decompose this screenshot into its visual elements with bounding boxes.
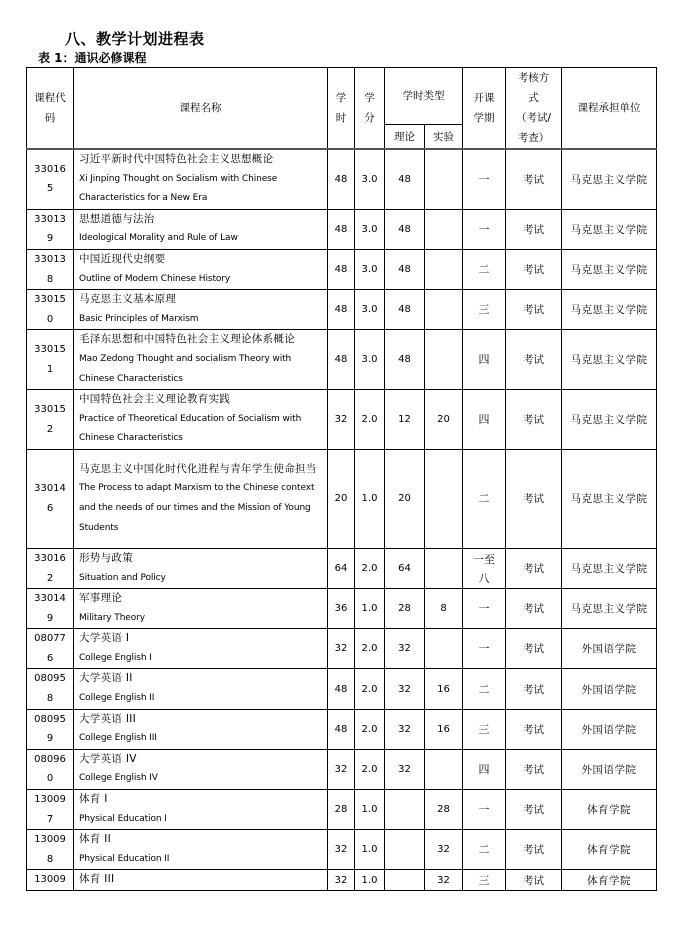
header-term (463, 68, 506, 150)
experiment-hours (425, 449, 463, 548)
course-term (463, 290, 506, 330)
course-code (27, 249, 74, 289)
department: 马克思主义学院 (562, 589, 657, 629)
exam-method: 考试 (506, 629, 562, 669)
header-experiment: 实验 (425, 125, 463, 149)
course-code-part: 8 (46, 273, 54, 285)
course-name (74, 209, 328, 249)
table-row (27, 290, 657, 330)
course-name-en: Military Theory (79, 612, 145, 623)
header-text: （考试/ (515, 112, 552, 124)
course-term (463, 629, 506, 669)
exam-method: 考试 (506, 249, 562, 289)
experiment-hours (425, 749, 463, 789)
course-hours: 48 (328, 669, 355, 709)
course-code-part: 08095 (34, 673, 66, 685)
course-term (463, 390, 506, 450)
course-code-part: 6 (46, 652, 54, 664)
exam-method: 考试 (506, 709, 562, 749)
course-code-part: 33016 (34, 552, 66, 564)
course-code-part: 13009 (34, 834, 66, 846)
course-credits: 1.0 (355, 830, 385, 870)
header-text: 课程代 (34, 92, 66, 104)
course-code-part: 0 (46, 313, 54, 325)
theory-hours: 64 (385, 548, 425, 588)
theory-hours: 20 (385, 449, 425, 548)
table-row (27, 749, 657, 789)
course-credits: 3.0 (355, 149, 385, 209)
course-name-en: College English II (79, 693, 155, 704)
course-hours: 48 (328, 209, 355, 249)
course-code-part: 2 (46, 572, 54, 584)
course-name (74, 629, 328, 669)
table-row (27, 870, 657, 891)
course-name-zh: 毛泽东思想和中国特色社会主义理论体系概论 (79, 333, 295, 346)
course-term (463, 589, 506, 629)
table-row (27, 390, 657, 450)
course-name-zh: 习近平新时代中国特色社会主义思想概论 (79, 153, 274, 165)
course-term (463, 548, 506, 588)
course-code (27, 589, 74, 629)
course-name-en: Chinese Characteristics (79, 433, 183, 444)
course-hours: 32 (328, 870, 355, 891)
header-text: 考核方 (517, 72, 550, 84)
course-code-part: 0 (46, 773, 54, 785)
course-name (74, 870, 328, 891)
course-name-en: Chinese Characteristics (79, 373, 183, 384)
experiment-hours (425, 629, 463, 669)
exam-method: 考试 (506, 449, 562, 548)
course-name (74, 669, 328, 709)
course-term (463, 709, 506, 749)
course-code (27, 548, 74, 588)
course-name-en: Outline of Modern Chinese History (79, 273, 231, 284)
course-code-part: 33015 (34, 344, 66, 356)
course-credits: 3.0 (355, 330, 385, 390)
theory-hours: 32 (385, 709, 425, 749)
course-code-part: 8 (46, 853, 54, 865)
course-name (74, 449, 328, 548)
experiment-hours: 8 (425, 589, 463, 629)
theory-hours (385, 870, 425, 891)
course-name-en: and the needs of our times and the Mission of Young (79, 502, 311, 513)
course-term (463, 830, 506, 870)
theory-hours: 48 (385, 209, 425, 249)
course-code (27, 629, 74, 669)
course-term-part: 一 (478, 602, 490, 616)
course-name (74, 330, 328, 390)
course-hours: 64 (328, 548, 355, 588)
header-department: 课程承担单位 (562, 68, 657, 150)
course-hours: 28 (328, 790, 355, 830)
course-term-part: 二 (478, 843, 490, 857)
course-name-en: Xi Jinping Thought on Socialism with Chinese (79, 173, 278, 184)
course-code (27, 669, 74, 709)
course-hours: 48 (328, 330, 355, 390)
course-term-part: 一至 (473, 552, 495, 566)
department: 马克思主义学院 (562, 209, 657, 249)
course-name-zh: 体育 III (79, 873, 115, 886)
course-term-part: 二 (478, 263, 490, 277)
department: 外国语学院 (562, 669, 657, 709)
course-name-zh: 思想道德与法治 (79, 212, 155, 225)
course-code (27, 709, 74, 749)
exam-method: 考试 (506, 548, 562, 588)
experiment-hours (425, 330, 463, 390)
course-credits: 3.0 (355, 249, 385, 289)
course-term (463, 149, 506, 209)
course-credits: 2.0 (355, 669, 385, 709)
course-name (74, 390, 328, 450)
course-code (27, 449, 74, 548)
course-name-zh: 大学英语 III (79, 712, 137, 725)
course-name-en: Students (79, 522, 119, 533)
header-text: 分 (364, 112, 375, 124)
course-hours: 48 (328, 709, 355, 749)
table-row (27, 589, 657, 629)
course-code-part: 33014 (34, 593, 66, 605)
course-credits: 2.0 (355, 709, 385, 749)
header-text: 考查） (517, 132, 550, 144)
course-term-part: 二 (478, 492, 490, 506)
course-name-en: Physical Education II (79, 853, 170, 864)
course-code (27, 749, 74, 789)
course-code (27, 290, 74, 330)
exam-method: 考试 (506, 290, 562, 330)
course-credits: 2.0 (355, 629, 385, 669)
course-code-part: 33013 (34, 213, 66, 225)
course-name-en: Situation and Policy (79, 572, 166, 583)
course-name (74, 290, 328, 330)
course-name-zh: 大学英语 II (79, 672, 133, 685)
course-term-part: 四 (478, 353, 490, 367)
course-code (27, 209, 74, 249)
course-code (27, 870, 74, 891)
department: 外国语学院 (562, 629, 657, 669)
course-name-en: Basic Principles of Marxism (79, 313, 199, 324)
course-hours: 32 (328, 629, 355, 669)
course-term-part: 一 (478, 172, 490, 186)
course-name (74, 548, 328, 588)
table-row (27, 548, 657, 588)
theory-hours: 32 (385, 629, 425, 669)
course-term-part: 一 (478, 803, 490, 817)
department: 马克思主义学院 (562, 249, 657, 289)
course-term (463, 449, 506, 548)
course-name-en: College English I (79, 652, 152, 663)
table-row (27, 209, 657, 249)
course-code-part: 33016 (34, 163, 66, 175)
course-code (27, 830, 74, 870)
course-term (463, 669, 506, 709)
exam-method: 考试 (506, 870, 562, 891)
course-name-zh: 大学英语 I (79, 632, 130, 645)
table-row (27, 330, 657, 390)
course-term-part: 三 (478, 303, 490, 317)
course-credits: 2.0 (355, 390, 385, 450)
course-term (463, 209, 506, 249)
course-code-part: 8 (46, 693, 54, 705)
course-hours: 36 (328, 589, 355, 629)
table-body (27, 149, 657, 891)
course-term-part: 四 (478, 762, 490, 776)
exam-method: 考试 (506, 749, 562, 789)
header-credits (355, 68, 385, 150)
department: 马克思主义学院 (562, 548, 657, 588)
course-code (27, 790, 74, 830)
header-theory: 理论 (385, 125, 425, 149)
department: 外国语学院 (562, 749, 657, 789)
header-text: 开课 (473, 92, 495, 104)
exam-method: 考试 (506, 390, 562, 450)
table-row (27, 669, 657, 709)
course-credits: 2.0 (355, 749, 385, 789)
course-name-zh: 中国近现代史纲要 (79, 252, 166, 265)
table-row (27, 249, 657, 289)
course-name (74, 749, 328, 789)
header-text: 码 (44, 112, 56, 124)
experiment-hours: 16 (425, 669, 463, 709)
course-name-zh: 体育 II (79, 833, 112, 846)
course-credits: 1.0 (355, 589, 385, 629)
department: 马克思主义学院 (562, 149, 657, 209)
department: 马克思主义学院 (562, 449, 657, 548)
course-code-part: 33013 (34, 253, 66, 265)
theory-hours: 32 (385, 749, 425, 789)
course-code-part: 08095 (34, 713, 66, 725)
course-name-zh: 马克思主义中国化时代化进程与青年学生使命担当 (79, 462, 317, 475)
header-text: 学期 (473, 112, 495, 124)
header-text: 学 (335, 92, 347, 104)
course-name-zh: 马克思主义基本原理 (79, 293, 177, 306)
course-code (27, 330, 74, 390)
page-title: 八、教学计划进程表 (65, 30, 205, 48)
exam-method: 考试 (506, 589, 562, 629)
course-credits: 2.0 (355, 548, 385, 588)
course-term-part: 三 (478, 722, 490, 736)
course-hours: 48 (328, 149, 355, 209)
course-name-en: College English III (79, 733, 157, 744)
department: 马克思主义学院 (562, 330, 657, 390)
course-code-part: 33015 (34, 403, 66, 415)
course-name-en: Ideological Morality and Rule of Law (79, 233, 238, 244)
course-code-part: 9 (46, 233, 54, 245)
course-credits: 3.0 (355, 290, 385, 330)
experiment-hours: 28 (425, 790, 463, 830)
exam-method: 考试 (506, 330, 562, 390)
table-row (27, 629, 657, 669)
experiment-hours (425, 290, 463, 330)
exam-method: 考试 (506, 149, 562, 209)
course-hours: 20 (328, 449, 355, 548)
course-code-part: 08077 (34, 633, 66, 645)
course-code-part: 7 (46, 813, 54, 825)
experiment-hours: 32 (425, 830, 463, 870)
table-caption: 表 1：通识必修课程 (38, 51, 147, 65)
exam-method: 考试 (506, 830, 562, 870)
course-term (463, 790, 506, 830)
course-name-en: Mao Zedong Thought and socialism Theory with (79, 353, 292, 364)
department: 体育学院 (562, 870, 657, 891)
experiment-hours: 16 (425, 709, 463, 749)
theory-hours: 48 (385, 149, 425, 209)
course-code-part: 33015 (34, 294, 66, 306)
header-hours (328, 68, 355, 150)
course-code-part: 08096 (34, 753, 66, 765)
theory-hours: 48 (385, 330, 425, 390)
course-term-part: 八 (478, 571, 490, 585)
header-course-code (27, 68, 74, 150)
department: 体育学院 (562, 790, 657, 830)
course-name (74, 830, 328, 870)
course-code-part: 6 (46, 502, 54, 514)
course-name-zh: 大学英语 IV (79, 752, 137, 765)
course-term-part: 四 (478, 413, 490, 427)
course-name-en: Characteristics for a New Era (79, 193, 208, 204)
course-code-part: 13009 (34, 874, 66, 886)
course-credits: 3.0 (355, 209, 385, 249)
theory-hours: 48 (385, 249, 425, 289)
course-name-en: Physical Education I (79, 813, 167, 824)
course-term-part: 二 (478, 682, 490, 696)
header-text: 学 (364, 92, 375, 104)
department: 体育学院 (562, 830, 657, 870)
course-term-part: 一 (478, 222, 490, 236)
course-name-en: Practice of Theoretical Education of Socialism with (79, 413, 302, 424)
course-name-en: College English IV (79, 773, 158, 784)
course-name (74, 589, 328, 629)
theory-hours (385, 830, 425, 870)
course-name-zh: 形势与政策 (79, 551, 133, 564)
course-term-part: 一 (478, 642, 490, 656)
course-name (74, 790, 328, 830)
header-text: 式 (528, 92, 539, 104)
theory-hours: 28 (385, 589, 425, 629)
department: 外国语学院 (562, 709, 657, 749)
course-term (463, 749, 506, 789)
table-row (27, 790, 657, 830)
course-name (74, 709, 328, 749)
experiment-hours (425, 249, 463, 289)
theory-hours: 12 (385, 390, 425, 450)
course-code-part: 9 (46, 612, 54, 624)
course-code-part: 2 (46, 423, 54, 435)
course-hours: 32 (328, 390, 355, 450)
course-code-part: 9 (46, 733, 54, 745)
department: 马克思主义学院 (562, 390, 657, 450)
course-hours: 48 (328, 249, 355, 289)
course-name (74, 249, 328, 289)
course-term (463, 330, 506, 390)
table-row (27, 149, 657, 209)
table-row (27, 830, 657, 870)
exam-method: 考试 (506, 669, 562, 709)
course-code-part: 5 (46, 183, 54, 195)
course-term (463, 249, 506, 289)
header-exam-method (506, 68, 562, 150)
table-row (27, 449, 657, 548)
experiment-hours (425, 209, 463, 249)
header-text: 时 (335, 112, 347, 124)
course-name-zh: 体育 I (79, 793, 108, 806)
theory-hours: 32 (385, 669, 425, 709)
course-hours: 48 (328, 290, 355, 330)
course-hours: 32 (328, 749, 355, 789)
course-term (463, 870, 506, 891)
course-name-zh: 中国特色社会主义理论教育实践 (79, 393, 231, 406)
course-term-part: 三 (478, 873, 490, 887)
theory-hours (385, 790, 425, 830)
course-hours: 32 (328, 830, 355, 870)
header-course-name: 课程名称 (74, 68, 328, 150)
department: 马克思主义学院 (562, 290, 657, 330)
table-row (27, 709, 657, 749)
experiment-hours: 32 (425, 870, 463, 891)
course-name (74, 149, 328, 209)
header-hour-type: 学时类型 (385, 68, 463, 125)
course-code-part: 13009 (34, 794, 66, 806)
course-name-zh: 军事理论 (79, 592, 123, 605)
experiment-hours: 20 (425, 390, 463, 450)
exam-method: 考试 (506, 790, 562, 830)
course-name-en: The Process to adapt Marxism to the Chinese context (79, 483, 315, 494)
experiment-hours (425, 149, 463, 209)
theory-hours: 48 (385, 290, 425, 330)
exam-method: 考试 (506, 209, 562, 249)
course-code (27, 149, 74, 209)
course-credits: 1.0 (355, 790, 385, 830)
course-code (27, 390, 74, 450)
course-credits: 1.0 (355, 870, 385, 891)
course-code-part: 33014 (34, 483, 66, 495)
experiment-hours (425, 548, 463, 588)
course-table (26, 67, 657, 891)
course-code-part: 1 (46, 363, 54, 375)
course-credits: 1.0 (355, 449, 385, 548)
